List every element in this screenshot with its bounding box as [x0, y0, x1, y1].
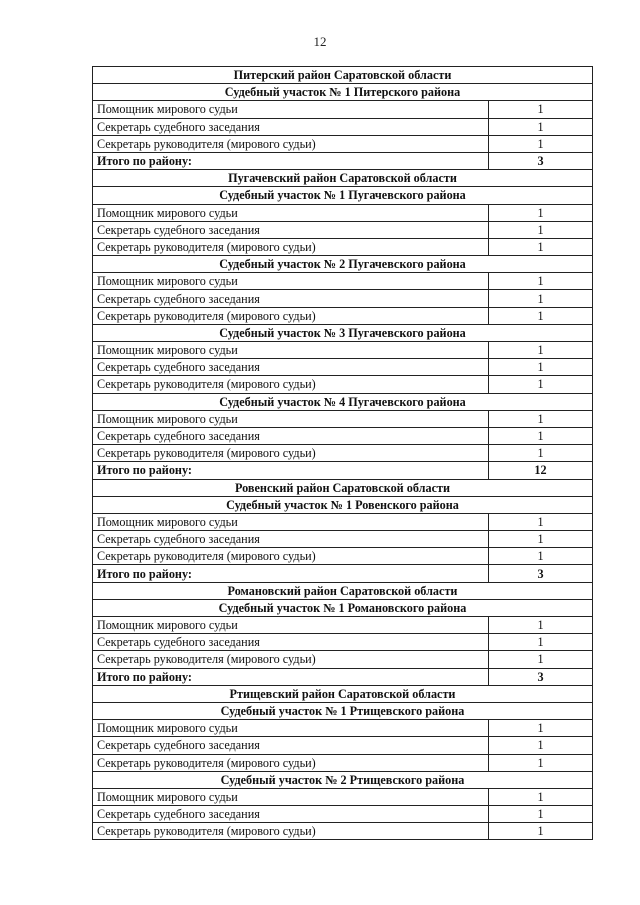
position-name: Помощник мирового судьи: [93, 410, 489, 427]
position-count: 1: [489, 531, 593, 548]
position-name: Секретарь руководителя (мирового судьи): [93, 548, 489, 565]
position-name: Секретарь судебного заседания: [93, 634, 489, 651]
position-count: 1: [489, 617, 593, 634]
section-header: Питерский район Саратовской области: [93, 67, 593, 84]
table-row: [93, 720, 593, 737]
section-header-row: [93, 67, 593, 84]
district-total-value: 3: [489, 668, 593, 685]
position-count: 1: [489, 548, 593, 565]
position-count: 1: [489, 359, 593, 376]
table-row: [93, 788, 593, 805]
table-row: [93, 548, 593, 565]
position-count: 1: [489, 307, 593, 324]
position-name: Секретарь руководителя (мирового судьи): [93, 445, 489, 462]
section-header-row: [93, 582, 593, 599]
section-header: Судебный участок № 1 Ровенского района: [93, 496, 593, 513]
table-row: [93, 651, 593, 668]
section-header: Судебный участок № 1 Пугачевского района: [93, 187, 593, 204]
district-total-label: Итого по району:: [93, 462, 489, 479]
table-row: [93, 118, 593, 135]
section-header: Ртищевский район Саратовской области: [93, 685, 593, 702]
table-row: [93, 513, 593, 530]
position-count: 1: [489, 118, 593, 135]
section-header-row: [93, 84, 593, 101]
position-count: 1: [489, 273, 593, 290]
district-total-row: [93, 565, 593, 582]
position-name: Помощник мирового судьи: [93, 204, 489, 221]
position-name: Секретарь судебного заседания: [93, 118, 489, 135]
position-name: Секретарь судебного заседания: [93, 531, 489, 548]
position-count: 1: [489, 823, 593, 840]
staffing-table-body: [93, 67, 593, 840]
table-row: [93, 376, 593, 393]
table-row: [93, 823, 593, 840]
section-header-row: [93, 170, 593, 187]
position-count: 1: [489, 513, 593, 530]
position-name: Секретарь судебного заседания: [93, 221, 489, 238]
position-name: Помощник мирового судьи: [93, 342, 489, 359]
district-total-value: 3: [489, 565, 593, 582]
section-header-row: [93, 702, 593, 719]
position-name: Секретарь судебного заседания: [93, 806, 489, 823]
position-name: Секретарь руководителя (мирового судьи): [93, 823, 489, 840]
district-total-label: Итого по району:: [93, 668, 489, 685]
position-name: Секретарь судебного заседания: [93, 359, 489, 376]
section-header-row: [93, 256, 593, 273]
section-header-row: [93, 479, 593, 496]
position-name: Секретарь руководителя (мирового судьи): [93, 135, 489, 152]
position-count: 1: [489, 342, 593, 359]
section-header: Судебный участок № 1 Питерского района: [93, 84, 593, 101]
table-row: [93, 238, 593, 255]
table-row: [93, 634, 593, 651]
section-header-row: [93, 771, 593, 788]
district-total-value: 3: [489, 152, 593, 169]
position-count: 1: [489, 634, 593, 651]
position-count: 1: [489, 290, 593, 307]
section-header: Пугачевский район Саратовской области: [93, 170, 593, 187]
section-header-row: [93, 685, 593, 702]
page-number: 12: [313, 34, 327, 49]
position-name: Секретарь руководителя (мирового судьи): [93, 651, 489, 668]
table-row: [93, 617, 593, 634]
staffing-table: [92, 66, 593, 840]
table-row: [93, 273, 593, 290]
district-total-row: [93, 152, 593, 169]
position-name: Секретарь руководителя (мирового судьи): [93, 307, 489, 324]
table-row: [93, 204, 593, 221]
position-count: 1: [489, 651, 593, 668]
position-count: 1: [489, 221, 593, 238]
position-name: Помощник мирового судьи: [93, 101, 489, 118]
position-name: Секретарь судебного заседания: [93, 427, 489, 444]
section-header: Судебный участок № 1 Романовского района: [93, 599, 593, 616]
position-count: 1: [489, 135, 593, 152]
table-row: [93, 737, 593, 754]
position-count: 1: [489, 238, 593, 255]
position-name: Помощник мирового судьи: [93, 513, 489, 530]
position-name: Секретарь руководителя (мирового судьи): [93, 238, 489, 255]
position-count: 1: [489, 204, 593, 221]
table-row: [93, 135, 593, 152]
section-header-row: [93, 393, 593, 410]
section-header-row: [93, 324, 593, 341]
section-header: Ровенский район Саратовской области: [93, 479, 593, 496]
position-count: 1: [489, 737, 593, 754]
district-total-label: Итого по району:: [93, 565, 489, 582]
position-name: Помощник мирового судьи: [93, 273, 489, 290]
table-row: [93, 445, 593, 462]
position-count: 1: [489, 101, 593, 118]
position-count: 1: [489, 410, 593, 427]
position-count: 1: [489, 445, 593, 462]
position-count: 1: [489, 427, 593, 444]
table-row: [93, 754, 593, 771]
table-row: [93, 307, 593, 324]
district-total-value: 12: [489, 462, 593, 479]
position-count: 1: [489, 720, 593, 737]
position-name: Секретарь судебного заседания: [93, 737, 489, 754]
district-total-row: [93, 462, 593, 479]
table-row: [93, 806, 593, 823]
position-count: 1: [489, 806, 593, 823]
table-row: [93, 410, 593, 427]
table-row: [93, 342, 593, 359]
section-header: Судебный участок № 2 Пугачевского района: [93, 256, 593, 273]
position-name: Секретарь руководителя (мирового судьи): [93, 376, 489, 393]
position-name: Помощник мирового судьи: [93, 720, 489, 737]
position-name: Помощник мирового судьи: [93, 788, 489, 805]
section-header: Судебный участок № 4 Пугачевского района: [93, 393, 593, 410]
table-row: [93, 290, 593, 307]
table-row: [93, 531, 593, 548]
position-count: 1: [489, 376, 593, 393]
position-name: Секретарь судебного заседания: [93, 290, 489, 307]
section-header: Судебный участок № 2 Ртищевского района: [93, 771, 593, 788]
section-header: Судебный участок № 1 Ртищевского района: [93, 702, 593, 719]
position-name: Секретарь руководителя (мирового судьи): [93, 754, 489, 771]
district-total-row: [93, 668, 593, 685]
section-header: Романовский район Саратовской области: [93, 582, 593, 599]
table-row: [93, 359, 593, 376]
district-total-label: Итого по району:: [93, 152, 489, 169]
section-header-row: [93, 187, 593, 204]
section-header: Судебный участок № 3 Пугачевского района: [93, 324, 593, 341]
table-row: [93, 221, 593, 238]
position-count: 1: [489, 754, 593, 771]
position-count: 1: [489, 788, 593, 805]
table-row: [93, 427, 593, 444]
position-name: Помощник мирового судьи: [93, 617, 489, 634]
table-row: [93, 101, 593, 118]
section-header-row: [93, 496, 593, 513]
section-header-row: [93, 599, 593, 616]
